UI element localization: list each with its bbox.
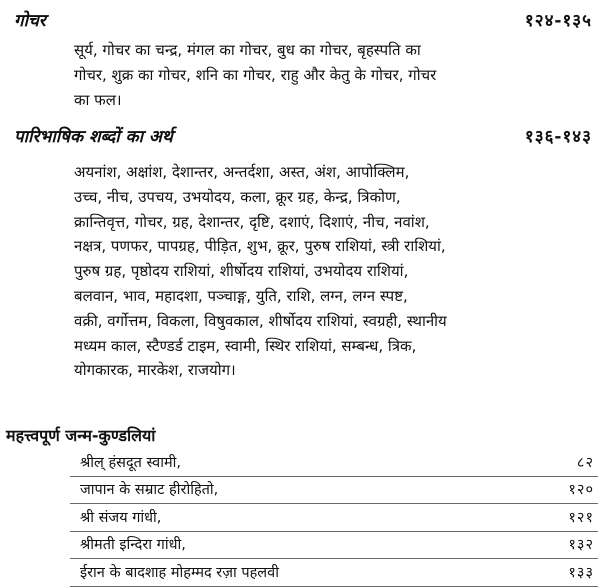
section-heading-kundali: महत्त्वपूर्ण जन्म-कुण्डलियां [6, 426, 156, 445]
body-line: मध्यम काल, स्टैण्डर्ड टाइम, स्वामी, स्थिर राशियां, सम्बन्ध, त्रिक, [74, 336, 417, 355]
page-range: १३६-१४३ [524, 127, 592, 147]
body-line: योगकारक, मारकेश, राजयोग। [74, 361, 236, 380]
list-item [70, 477, 598, 505]
body-line: उच्च, नीच, उपचय, उभयोदय, कला, क्रूर ग्रह, केन्द्र, त्रिकोण, [74, 187, 401, 206]
entry-page: १२१ [568, 509, 594, 526]
list-item [70, 504, 598, 532]
entry-name: जापान के सम्राट हीरोहितो, [80, 482, 219, 498]
body-line: सूर्य, गोचर का चन्द्र, मंगल का गोचर, बुध का गोचर, बृहस्पति का [74, 41, 421, 59]
entry-name: श्री संजय गांधी, [80, 509, 162, 526]
entry-name: श्रीमती इन्दिरा गांधी, [80, 537, 186, 553]
kundali-list [70, 449, 598, 587]
list-item [70, 532, 598, 560]
body-line: नक्षत्र, पणफर, पापग्रह, पीड़ित, शुभ, क्रूर, पुरुष राशियां, स्त्री राशियां, [74, 237, 446, 256]
body-line: क्रान्तिवृत्त, गोचर, ग्रह, देशान्तर, दृष्टि, दशाएं, दिशाएं, नीच, नवांश, [74, 212, 430, 231]
entry-page: ८२ [576, 454, 594, 471]
section-body-terms [74, 160, 594, 383]
list-item [70, 449, 598, 477]
section-title: गोचर [14, 11, 46, 31]
body-line: गोचर, शुक्र का गोचर, शनि का गोचर, राहु और केतु के गोचर, गोचर [74, 65, 437, 84]
body-line: अयनांश, अक्षांश, देशान्तर, अन्तर्दशा, अस्त, अंश, आपोक्लिम, [74, 163, 410, 181]
page-range: १२४-१३५ [524, 11, 592, 31]
entry-page: १३२ [568, 537, 594, 553]
entry-name: ईरान के बादशाह मोहम्मद रज़ा पहलवी [80, 564, 279, 581]
entry-page: १२० [568, 482, 594, 498]
body-line: का फल। [74, 90, 122, 109]
body-line: पुरुष ग्रह, पृष्ठोदय राशियां, शीर्षोदय राशियां, उभयोदय राशियां, [74, 262, 409, 281]
section-heading-terms [14, 124, 592, 147]
list-item [70, 559, 598, 587]
section-heading-gochar [14, 8, 592, 31]
body-line: वक्री, वर्गोत्तम, विकला, विषुवकाल, शीर्षोदय राशियां, स्वग्रही, स्थानीय [74, 311, 447, 330]
body-line: बलवान, भाव, महादशा, पञ्चाङ्ग, युति, राशि, लग्न, लग्न स्पष्ट, [74, 286, 408, 305]
entry-page: १३३ [568, 564, 594, 581]
section-body-gochar [74, 38, 594, 112]
entry-name: श्रील् हंसदूत स्वामी, [80, 454, 182, 471]
section-title: पारिभाषिक शब्दों का अर्थ [14, 127, 173, 147]
